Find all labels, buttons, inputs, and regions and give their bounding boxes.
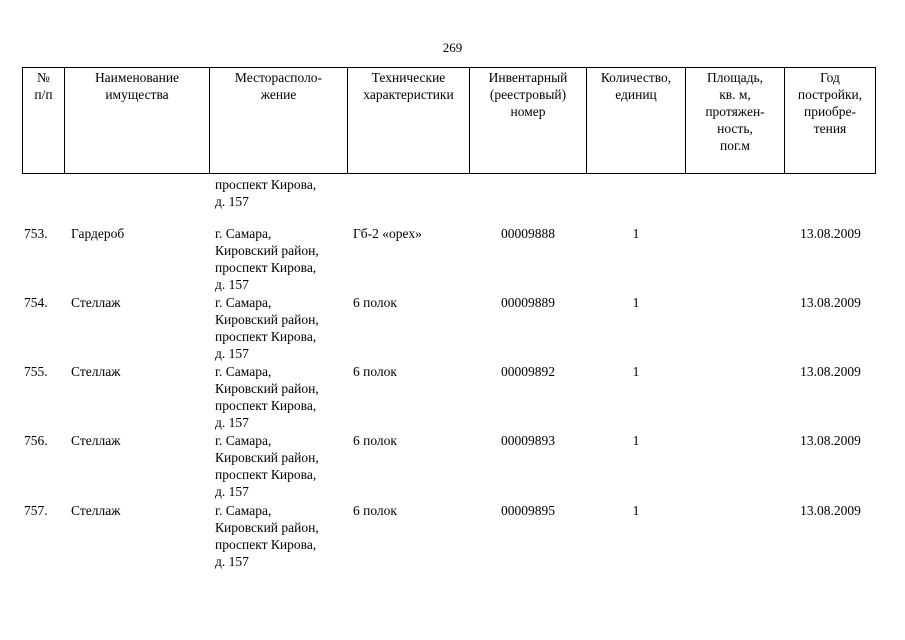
row-quantity: 1 <box>632 226 640 241</box>
row-number: 756. <box>24 433 48 448</box>
row-name: Стеллаж <box>71 503 121 518</box>
row-inventory-number: 00009892 <box>501 364 555 379</box>
row-year: 13.08.2009 <box>800 295 861 310</box>
row-name: Гардероб <box>71 226 125 241</box>
row-inventory-number: 00009893 <box>501 433 555 448</box>
row-location: г. Самара, Кировский район, проспект Кирова, д. 157 <box>215 364 319 430</box>
row-technical: 6 полок <box>353 364 397 379</box>
row-quantity: 1 <box>632 295 640 310</box>
row-quantity: 1 <box>632 364 640 379</box>
row-quantity: 1 <box>632 503 640 518</box>
column-header-year: Год постройки, приобре- тения <box>785 68 876 174</box>
column-header-area: Площадь, кв. м, протяжен- ность, пог.м <box>686 68 785 174</box>
continuation-location: проспект Кирова, д. 157 <box>215 177 317 209</box>
row-name: Стеллаж <box>71 433 121 448</box>
row-year: 13.08.2009 <box>800 433 861 448</box>
row-number: 757. <box>24 503 48 518</box>
column-header-name: Наименование имущества <box>65 68 210 174</box>
column-header-quantity: Количество, единиц <box>587 68 686 174</box>
row-year: 13.08.2009 <box>800 364 861 379</box>
table-header <box>22 67 876 174</box>
row-technical: 6 полок <box>353 433 397 448</box>
row-technical: 6 полок <box>353 295 397 310</box>
row-name: Стеллаж <box>71 295 121 310</box>
row-year: 13.08.2009 <box>800 226 861 241</box>
column-header-inventory-number: Инвентарный (реестровый) номер <box>470 68 587 174</box>
row-inventory-number: 00009895 <box>501 503 555 518</box>
page-number: 269 <box>442 40 463 55</box>
row-quantity: 1 <box>632 433 640 448</box>
column-header-number: № п/п <box>23 68 65 174</box>
row-number: 755. <box>24 364 48 379</box>
column-header-location: Месторасполо- жение <box>210 68 348 174</box>
row-number: 754. <box>24 295 48 310</box>
row-year: 13.08.2009 <box>800 503 861 518</box>
row-inventory-number: 00009889 <box>501 295 555 310</box>
row-location: г. Самара, Кировский район, проспект Кирова, д. 157 <box>215 226 319 292</box>
row-inventory-number: 00009888 <box>501 226 555 241</box>
row-number: 753. <box>24 226 48 241</box>
row-location: г. Самара, Кировский район, проспект Кирова, д. 157 <box>215 295 319 361</box>
row-technical: 6 полок <box>353 503 397 518</box>
row-technical: Гб-2 «орех» <box>353 226 422 241</box>
column-header-technical: Технические характеристики <box>348 68 470 174</box>
row-location: г. Самара, Кировский район, проспект Кирова, д. 157 <box>215 503 319 569</box>
row-name: Стеллаж <box>71 364 121 379</box>
row-location: г. Самара, Кировский район, проспект Кирова, д. 157 <box>215 433 319 499</box>
